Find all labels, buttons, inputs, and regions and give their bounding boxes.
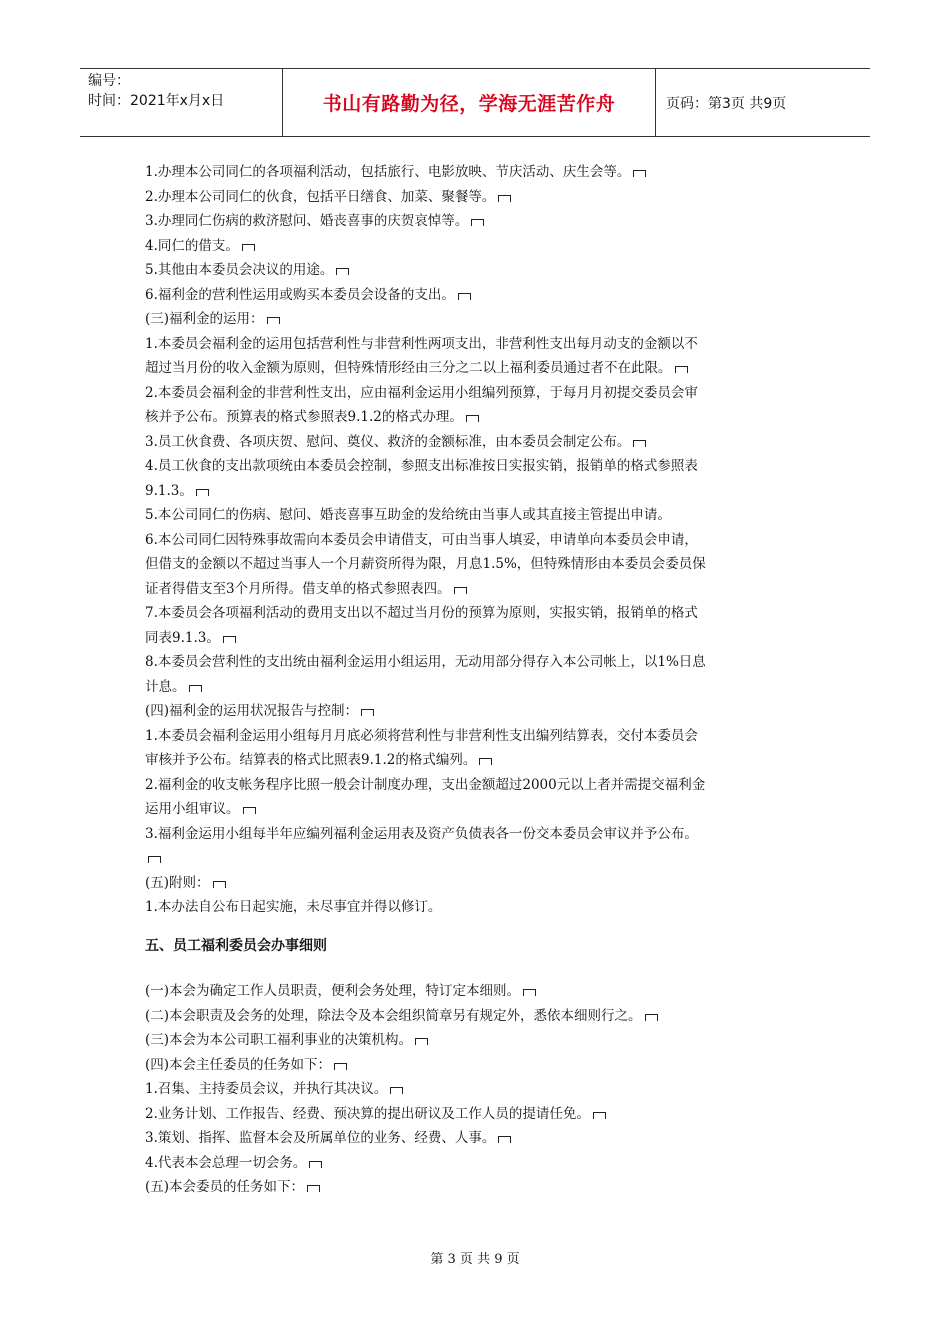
line-text: 1.召集、主持委员会议，并执行其决议。: [145, 1081, 388, 1097]
line-text: 3.策划、指挥、监督本会及所属单位的业务、经费、人事。: [145, 1130, 496, 1146]
line-text: 4.代表本会总理一切会务。: [145, 1154, 307, 1171]
paragraph-line: [145, 1151, 805, 1176]
line-text: 1.办理本公司同仁的各项福利活动，包括旅行、电影放映、节庆活动、庆生会等。: [145, 164, 631, 180]
paragraph-line: [145, 1053, 805, 1078]
line-text: (五)附则：: [145, 874, 210, 891]
paragraph-mark-icon: [243, 807, 256, 814]
paragraph-line: [145, 479, 805, 504]
page-footer: [0, 1248, 950, 1267]
line-text: 4.同仁的借支。: [145, 237, 239, 254]
line-text: 2.福利金的收支帐务程序比照一般会计制度办理，支出金额超过2000元以上者并需提交福利金: [145, 776, 706, 793]
header-motto: 书山有路勤为径，学海无涯苦作舟: [322, 93, 616, 115]
paragraph-line: [145, 1077, 805, 1102]
line-text: 6.福利金的营利性运用或购买本委员会设备的支出。: [145, 286, 455, 303]
header-page-label: 页码：第3页 共9页: [666, 95, 787, 112]
paragraph-line: [145, 1102, 805, 1127]
line-text: 9.1.3。: [145, 482, 193, 499]
header-page-cell: [656, 69, 870, 136]
paragraph-line: [145, 185, 805, 210]
paragraph-line: [145, 979, 805, 1004]
line-text: 2.办理本公司同仁的伙食，包括平日缮食、加菜、聚餐等。: [145, 188, 496, 205]
paragraph-line: [145, 1175, 805, 1200]
line-text: (二)本会职责及会务的处理，除法令及本会组织简章另有规定外，悉依本细则行之。: [145, 1007, 642, 1024]
line-text: 但借支的金额以不超过当事人一个月薪资所得为限，月息1.5%，但特殊情形由本委员会委员保: [145, 556, 706, 572]
paragraph-line: [145, 822, 805, 847]
paragraph-mark-icon: [633, 170, 646, 177]
line-text: 运用小组审议。: [145, 801, 240, 817]
paragraph-mark-icon: [334, 1063, 347, 1070]
paragraph-line: [145, 846, 805, 871]
paragraph-line: [145, 1126, 805, 1151]
line-text: (三)福利金的运用：: [145, 311, 264, 327]
paragraph-line: [145, 1028, 805, 1053]
line-text: 证者得借支至3个月所得。借支单的格式参照表四。: [145, 580, 451, 597]
paragraph-mark-icon: [471, 219, 484, 226]
line-text: (一)本会为确定工作人员职责，便利会务处理，特订定本细则。: [145, 983, 521, 999]
paragraph-mark-icon: [390, 1087, 403, 1094]
footer-page-number: 第 3 页 共 9 页: [430, 1252, 520, 1267]
paragraph-line: [145, 748, 805, 773]
paragraph-line: [145, 234, 805, 259]
paragraph-line: [145, 797, 805, 822]
paragraph-line: [145, 724, 805, 749]
paragraph-line: [145, 356, 805, 381]
paragraph-mark-icon: [458, 293, 471, 300]
paragraph-mark-icon: [223, 636, 236, 643]
document-body: [145, 160, 805, 1200]
paragraph-mark-icon: [196, 489, 209, 496]
paragraph-line: [145, 577, 805, 602]
paragraph-mark-icon: [148, 856, 161, 863]
paragraph-line: [145, 209, 805, 234]
paragraph-line: [145, 454, 805, 479]
paragraph-line: [145, 405, 805, 430]
paragraph-line: [145, 503, 805, 528]
paragraph-mark-icon: [593, 1112, 606, 1119]
line-text: 3.办理同仁伤病的救济慰问、婚丧喜事的庆贺哀悼等。: [145, 213, 469, 229]
paragraph-line: [145, 552, 805, 577]
line-text: 1.本委员会福利金的运用包括营利性与非营利性两项支出，非营利性支出每月动支的金额以不: [145, 335, 698, 352]
line-text: 2.本委员会福利金的非营利性支出，应由福利金运用小组编列预算，于每月月初提交委员会审: [145, 384, 698, 401]
header-meta: [80, 69, 282, 136]
paragraph-mark-icon: [454, 587, 467, 594]
paragraph-line: [145, 675, 805, 700]
paragraph-mark-icon: [336, 268, 349, 275]
paragraph-mark-icon: [267, 317, 280, 324]
paragraph-mark-icon: [213, 881, 226, 888]
line-text: 超过当月份的收入金额为原则，但特殊情形经由三分之二以上福利委员通过者不在此限。: [145, 360, 672, 376]
paragraph-mark-icon: [466, 415, 479, 422]
section-heading: [145, 934, 805, 959]
paragraph-line: [145, 430, 805, 455]
paragraph-line: [145, 283, 805, 308]
header-motto-cell: [282, 69, 656, 136]
paragraph-mark-icon: [361, 709, 374, 716]
paragraph-mark-icon: [415, 1038, 428, 1045]
line-text: 五、员工福利委员会办事细则: [145, 937, 327, 954]
paragraph-mark-icon: [645, 1014, 658, 1021]
paragraph-mark-icon: [523, 989, 536, 996]
line-text: 3.员工伙食费、各项庆贺、慰问、奠仪、救济的金额标准，由本委员会制定公布。: [145, 433, 631, 450]
paragraph-mark-icon: [479, 758, 492, 765]
paragraph-line: [145, 773, 805, 798]
line-text: 5.其他由本委员会决议的用途。: [145, 262, 334, 278]
paragraph-mark-icon: [498, 195, 511, 202]
paragraph-line: [145, 626, 805, 651]
paragraph-line: [145, 332, 805, 357]
paragraph-mark-icon: [498, 1136, 511, 1143]
line-text: 7.本委员会各项福利活动的费用支出以不超过当月份的预算为原则，实报实销，报销单的格式: [145, 605, 698, 621]
line-text: 审核并予公布。结算表的格式比照表9.1.2的格式编列。: [145, 752, 477, 768]
line-text: 核并予公布。预算表的格式参照表9.1.2的格式办理。: [145, 409, 463, 425]
paragraph-line: [145, 895, 805, 920]
line-text: (四)福利金的运用状况报告与控制：: [145, 703, 359, 719]
paragraph-line: [145, 528, 805, 553]
header-time-label: 时间：2021年x月x日: [88, 93, 225, 109]
paragraph-line: [145, 650, 805, 675]
paragraph-mark-icon: [242, 244, 255, 251]
line-text: 1.本委员会福利金运用小组每月月底必须将营利性与非营利性支出编列结算表，交付本委员会: [145, 727, 698, 744]
line-text: (四)本会主任委员的任务如下：: [145, 1056, 332, 1073]
line-text: 同表9.1.3。: [145, 629, 220, 646]
line-text: 6.本公司同仁因特殊事故需向本委员会申请借支，可由当事人填妥，申请单向本委员会申请，: [145, 531, 698, 548]
line-text: 5.本公司同仁的伤病、慰问、婚丧喜事互助金的发给统由当事人或其直接主管提出申请。: [145, 507, 671, 523]
paragraph-line: [145, 381, 805, 406]
line-text: 2.业务计划、工作报告、经费、预决算的提出研议及工作人员的提请任免。: [145, 1105, 590, 1122]
header-number-label: 编号：: [88, 73, 130, 89]
line-text: (五)本会委员的任务如下：: [145, 1179, 305, 1195]
line-text: 3.福利金运用小组每半年应编列福利金运用表及资产负债表各一份交本委员会审议并予公布。: [145, 825, 698, 842]
line-text: 1.本办法自公布日起实施，未尽事宜并得以修订。: [145, 899, 442, 915]
paragraph-line: [145, 258, 805, 283]
line-text: 计息。: [145, 678, 186, 695]
page-header: [80, 68, 870, 137]
paragraph-mark-icon: [675, 366, 688, 373]
line-text: 4.员工伙食的支出款项统由本委员会控制，参照支出标准按日实报实销，报销单的格式参照表: [145, 458, 698, 474]
paragraph-mark-icon: [633, 440, 646, 447]
paragraph-mark-icon: [189, 685, 202, 692]
line-text: 8.本委员会营利性的支出统由福利金运用小组运用，无动用部分得存入本公司帐上，以1%日息: [145, 654, 706, 670]
paragraph-mark-icon: [307, 1185, 320, 1192]
paragraph-line: [145, 1004, 805, 1029]
paragraph-line: [145, 699, 805, 724]
paragraph-line: [145, 871, 805, 896]
paragraph-mark-icon: [309, 1161, 322, 1168]
line-text: (三)本会为本公司职工福利事业的决策机构。: [145, 1032, 413, 1048]
paragraph-line: [145, 307, 805, 332]
paragraph-line: [145, 601, 805, 626]
paragraph-line: [145, 160, 805, 185]
